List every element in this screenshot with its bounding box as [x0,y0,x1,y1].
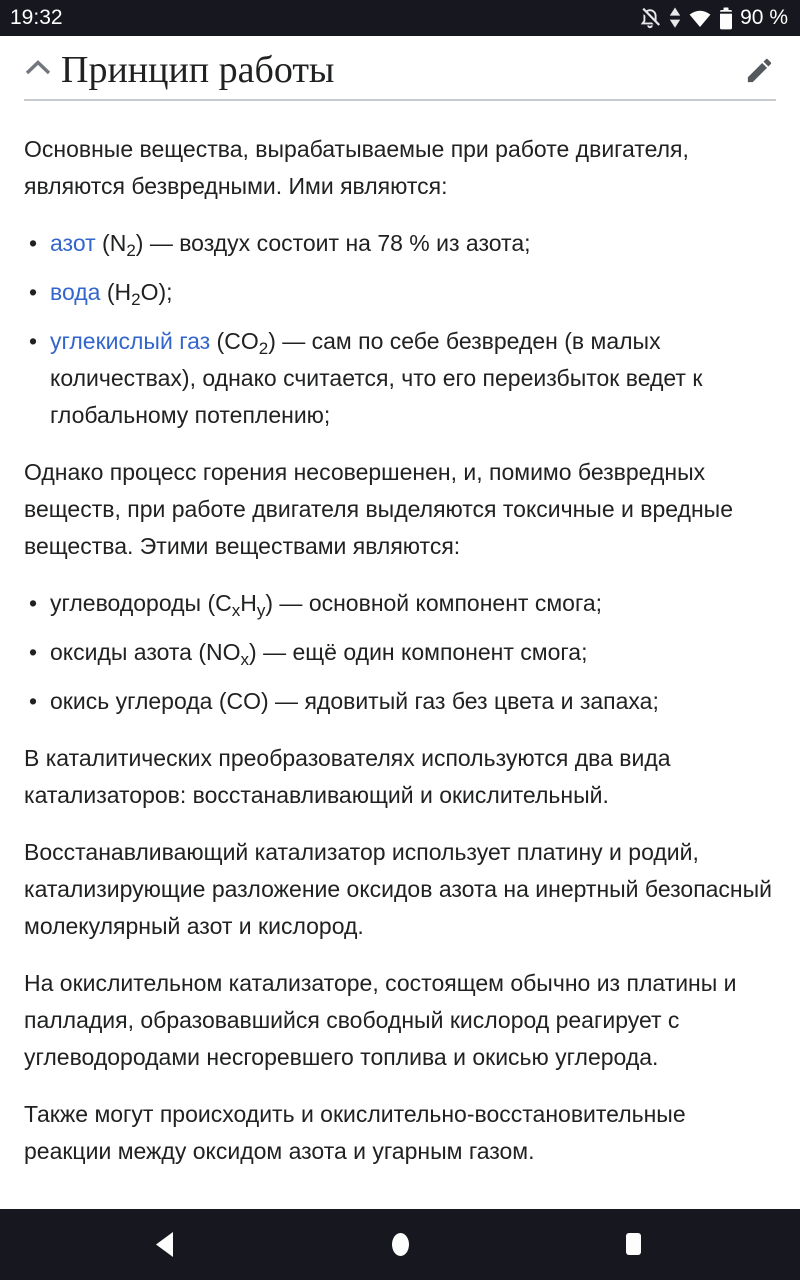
battery-icon [719,7,733,30]
edit-button[interactable] [744,54,776,86]
wifi-icon [688,8,712,28]
list-item [24,274,776,311]
text-run: O); [140,279,173,305]
subscript-text: 2 [126,241,136,260]
article [24,131,776,1170]
article-paragraph [24,834,776,945]
text-run: ) — сам по себе безвреден (в малых количествах), однако считается, что его переизбыток ведет к глобальному потеплению; [50,328,703,428]
section-divider [24,99,776,101]
text-run: ) — основной компонент смога; [265,590,603,616]
bullet-list [24,225,776,434]
text-run: (N [95,230,127,256]
chevron-up-icon[interactable] [24,59,52,82]
text-run: Однако процесс горения несовершенен, и, помимо безвредных веществ, при работе двигателя выделяются токсичные и вредные вещества. Этими веществами являются: [24,459,734,559]
text-run: Восстанавливающий катализатор использует платину и родий, катализирующие разложение оксидов азота на инертный безопасный молекулярный азот и кислород. [24,839,773,939]
article-link[interactable]: углекислый газ [50,328,211,354]
clock: 19:32 [10,6,63,29]
text-run: В каталитических преобразователях используются два вида катализаторов: восстанавливающий и окислительный. [24,745,671,808]
network-activity-icon [669,7,681,29]
subscript-text: 2 [258,339,269,358]
text-run: На окислительном катализаторе, состоящем обычно из платины и палладия, образовавшийся свободный кислород реагирует с углеводородами несгоревшего топлива и окисью углерода. [24,970,737,1070]
article-paragraph [24,740,776,814]
section-title: Принцип работы [61,49,335,91]
subscript-text: y [256,601,266,620]
list-item [24,585,776,622]
article-paragraph [24,965,776,1076]
text-run: ) — ещё один компонент смога; [249,639,588,665]
text-run: углеводороды (C [50,590,232,616]
section-header[interactable] [24,46,776,94]
back-triangle-icon [156,1245,173,1260]
list-item [24,225,776,262]
text-run: оксиды азота (NO [50,639,241,665]
recents-button[interactable] [626,1233,641,1255]
list-item [24,323,776,434]
battery-percent: 90 % [740,6,788,29]
pencil-icon [744,55,776,86]
list-item [24,634,776,671]
article-paragraph [24,454,776,565]
text-run: H [240,590,257,616]
text-run: ) — воздух состоит на 78 % из азота; [135,230,531,256]
subscript-text: 2 [131,290,141,309]
notifications-off-icon [638,6,662,30]
bullet-list [24,585,776,720]
text-run: Основные вещества, вырабатываемые при работе двигателя, являются безвредными. Ими являются: [24,136,689,199]
article-link[interactable]: вода [50,279,101,305]
article-view [0,36,800,1209]
article-paragraph [24,131,776,205]
list-item [24,683,776,720]
text-run: окись углерода (CO) — ядовитый газ без цвета и запаха; [50,688,659,714]
text-run: (H [100,279,132,305]
subscript-text: x [240,650,250,669]
subscript-text: x [231,601,241,620]
article-paragraph [24,1096,776,1170]
back-button[interactable] [156,1232,173,1257]
status-icons [638,6,788,30]
text-run: (CO [210,328,259,354]
article-link[interactable]: азот [50,230,96,256]
navigation-bar [0,1209,800,1280]
home-button[interactable] [392,1233,409,1256]
status-bar [0,0,800,36]
text-run: Также могут происходить и окислительно-восстановительные реакции между оксидом азота и угарным газом. [24,1101,686,1164]
